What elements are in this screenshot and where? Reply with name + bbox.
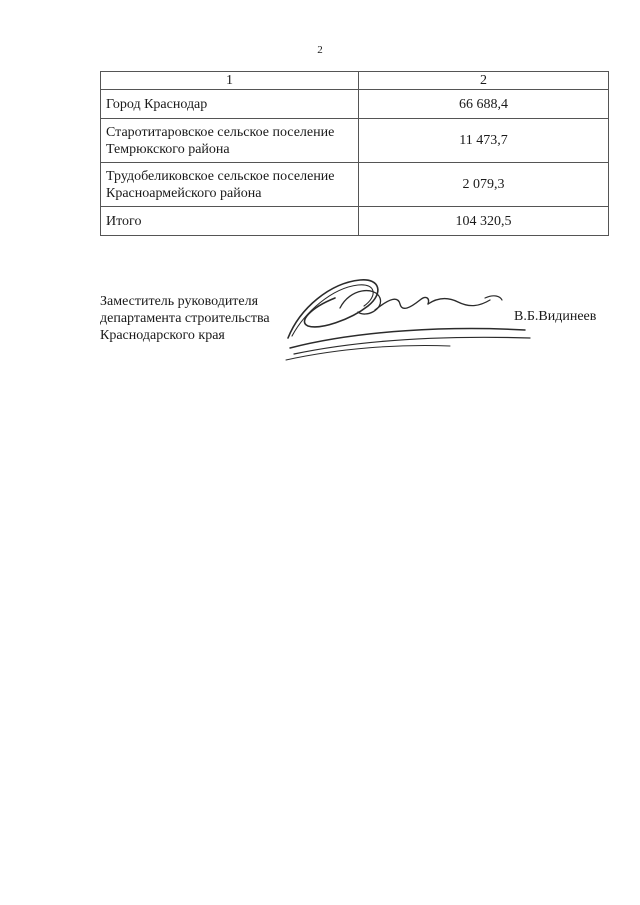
row-name: Старотитаровское сельское поселение Темрюкского района [101, 119, 359, 163]
signer-name: В.Б.Видинеев [514, 309, 597, 324]
table-header-row [101, 72, 609, 90]
column-header-2: 2 [359, 72, 609, 90]
signatory-position [100, 293, 270, 344]
position-line: Заместитель руководителя [100, 294, 259, 309]
row-value: 11 473,7 [359, 119, 609, 163]
column-header-1: 1 [101, 72, 359, 90]
table-row-total [101, 207, 609, 236]
row-value: 104 320,5 [359, 207, 609, 236]
row-name: Итого [101, 207, 359, 236]
page-number: 2 [317, 44, 323, 56]
row-value: 2 079,3 [359, 163, 609, 207]
handwritten-signature [280, 268, 540, 368]
data-table [100, 71, 609, 236]
table-row [101, 119, 609, 163]
row-name: Город Краснодар [101, 90, 359, 119]
position-line: Краснодарского края [100, 328, 225, 343]
position-line: департамента строительства [100, 311, 270, 326]
row-value: 66 688,4 [359, 90, 609, 119]
table-row [101, 163, 609, 207]
table-row [101, 90, 609, 119]
row-name: Трудобеликовское сельское поселение Красноармейского района [101, 163, 359, 207]
